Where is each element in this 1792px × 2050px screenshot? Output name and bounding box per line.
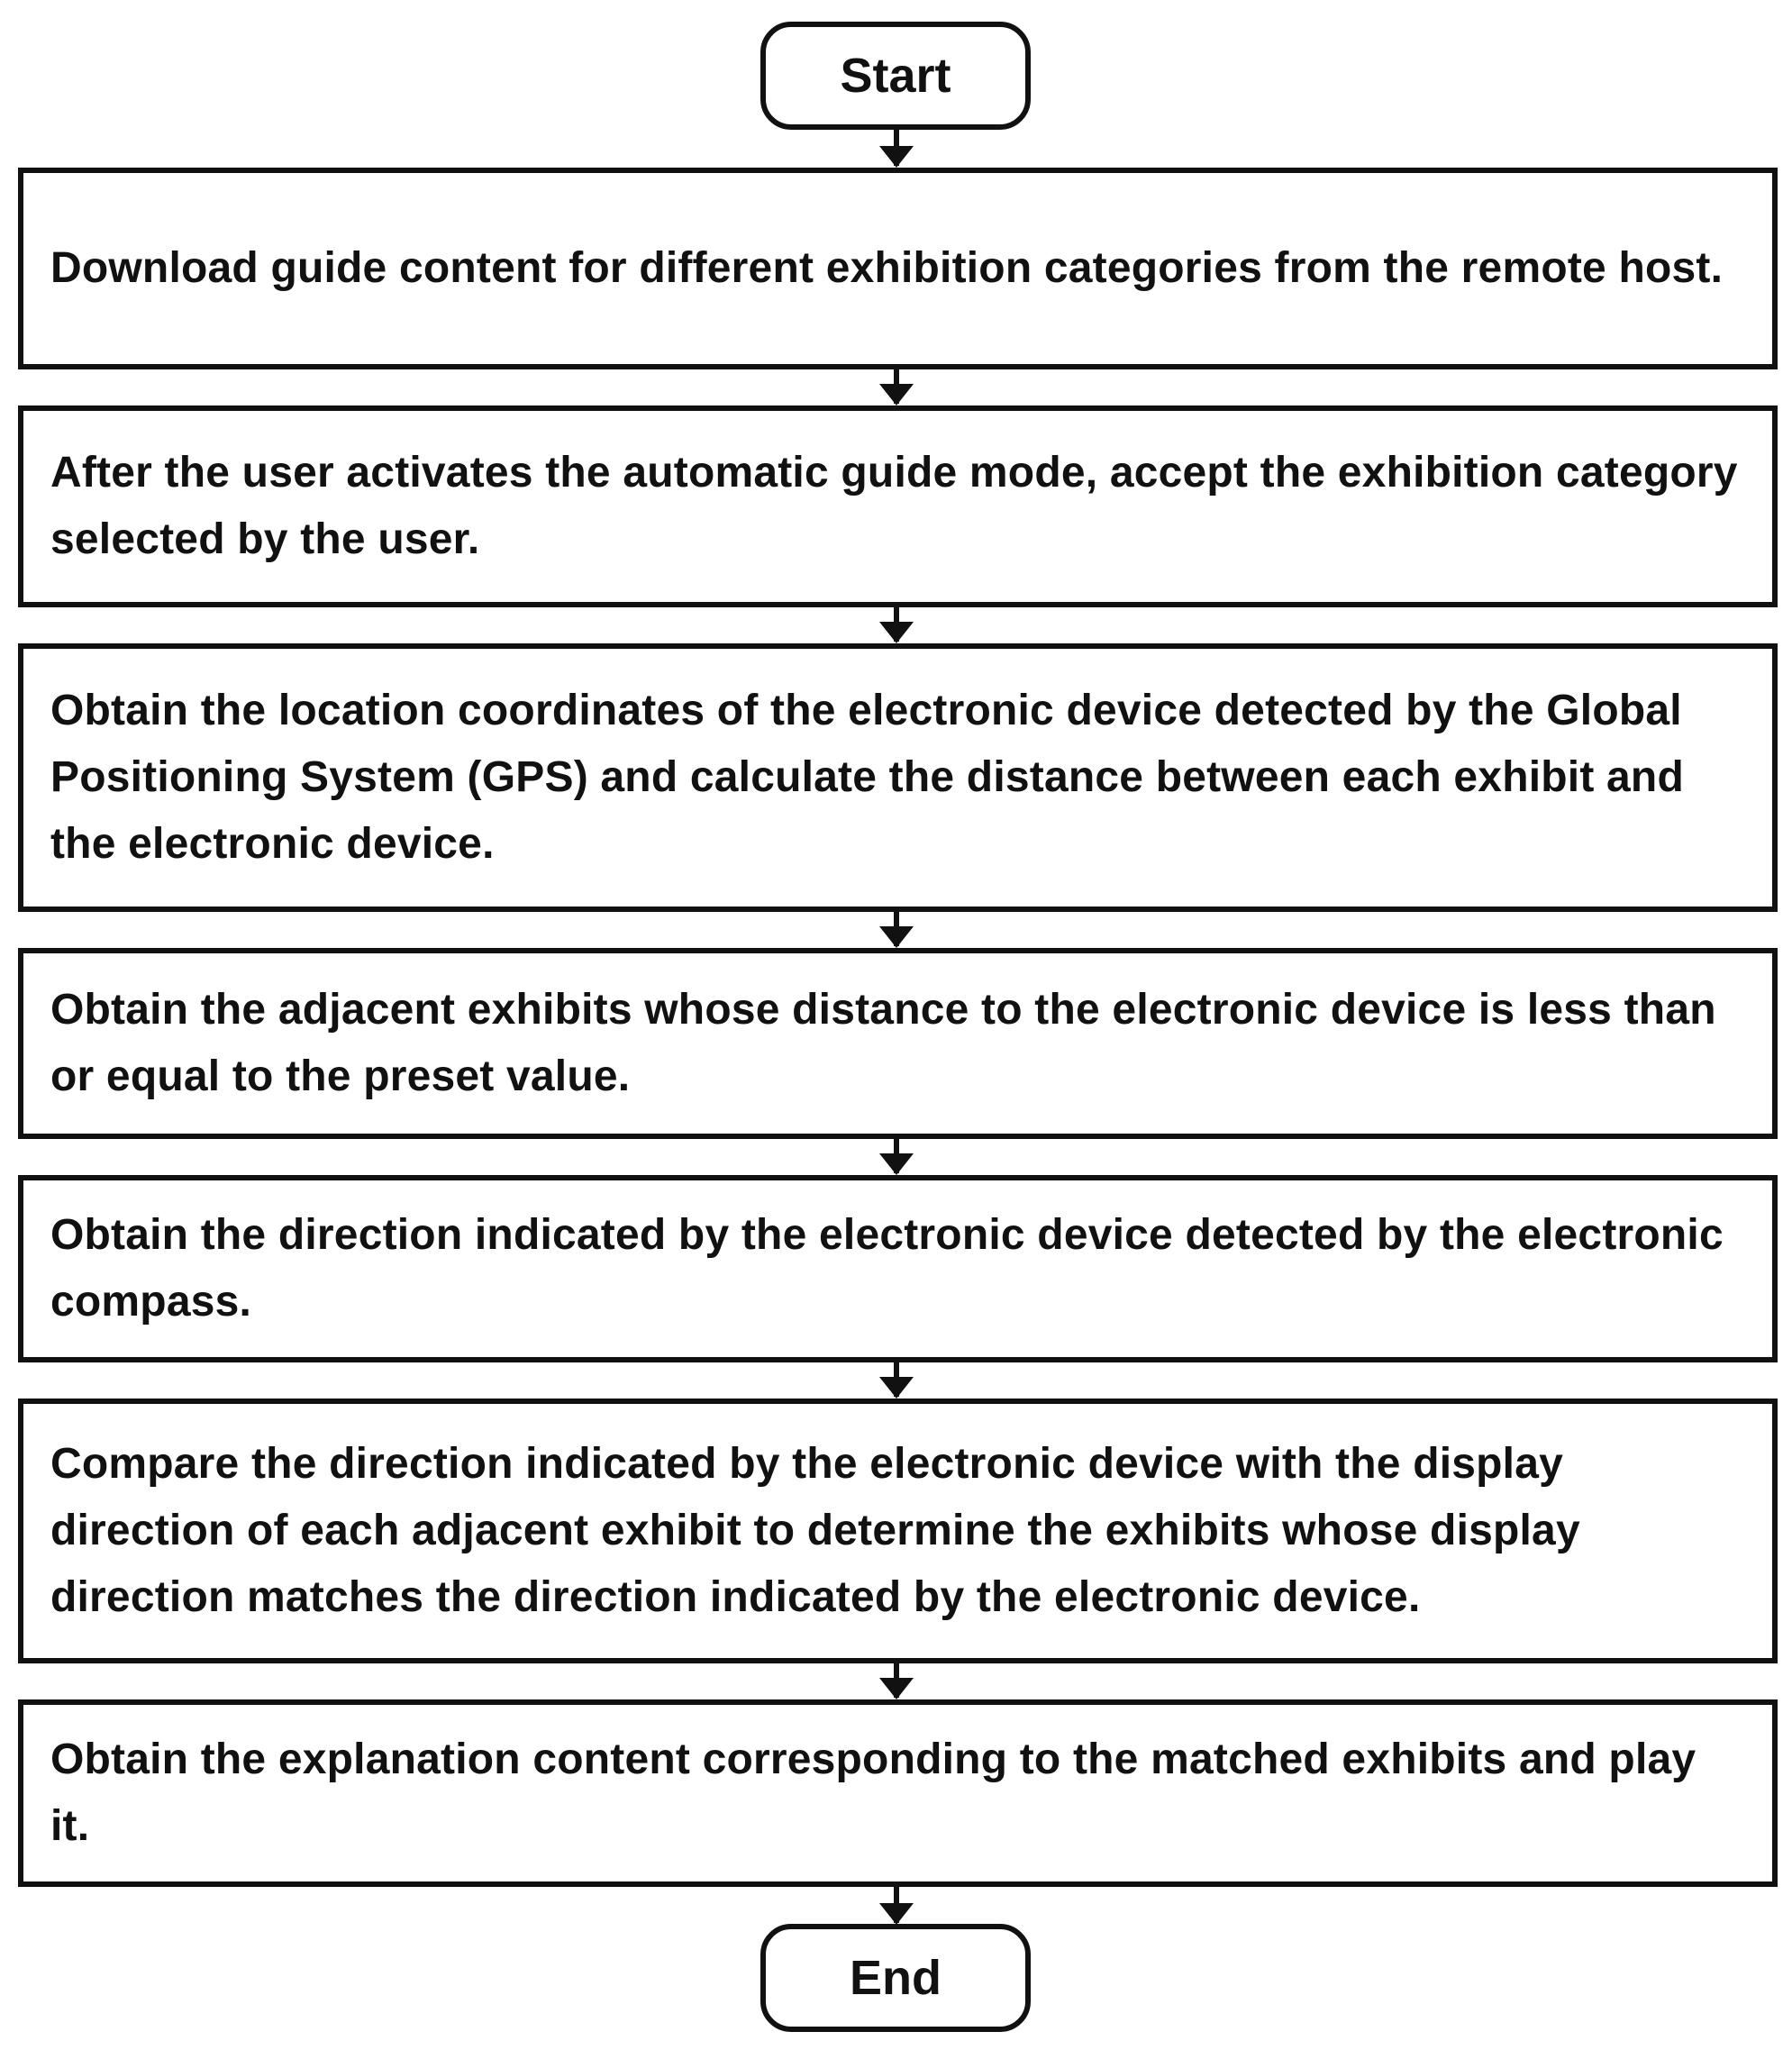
step-6-compare-directions (18, 1399, 1778, 1663)
start-terminal (760, 22, 1031, 130)
arrow-step-1-to-step-2 (894, 369, 899, 404)
step-6-text: Compare the direction indicated by the electronic device with the display direction of each adjacent exhibit to determine the exhibits whose display direction matches the direction indicated by the electronic device. (50, 1440, 1580, 1621)
arrow-start-to-step-1 (894, 130, 899, 166)
end-terminal (760, 1924, 1031, 2032)
step-4-text: Obtain the adjacent exhibits whose distance to the electronic device is less than or equal to the preset value. (50, 986, 1716, 1100)
arrow-step-3-to-step-4 (894, 912, 899, 946)
start-label: Start (840, 49, 951, 103)
step-3-text: Obtain the location coordinates of the electronic device detected by the Global Positioning System (GPS) and calculate the distance between each exhibit and the electronic device. (50, 687, 1684, 868)
arrow-step-4-to-step-5 (894, 1139, 899, 1173)
end-label: End (850, 1951, 941, 2005)
step-7-play-explanation (18, 1699, 1778, 1887)
arrow-step-2-to-step-3 (894, 607, 899, 642)
step-1-text: Download guide content for different exhibition categories from the remote host. (50, 244, 1724, 292)
step-5-obtain-direction (18, 1175, 1778, 1362)
arrow-step-5-to-step-6 (894, 1362, 899, 1397)
step-2-text: After the user activates the automatic guide mode, accept the exhibition category selected by the user. (50, 449, 1738, 563)
step-7-text: Obtain the explanation content corresponding to the matched exhibits and play it. (50, 1736, 1696, 1850)
step-3-obtain-location-and-distance (18, 643, 1778, 912)
step-5-text: Obtain the direction indicated by the electronic device detected by the electronic compass. (50, 1211, 1724, 1326)
step-2-accept-category (18, 405, 1778, 607)
arrow-step-7-to-end (894, 1887, 899, 1923)
arrow-step-6-to-step-7 (894, 1663, 899, 1698)
step-4-obtain-adjacent-exhibits (18, 948, 1778, 1139)
step-1-download-guide-content (18, 168, 1778, 369)
